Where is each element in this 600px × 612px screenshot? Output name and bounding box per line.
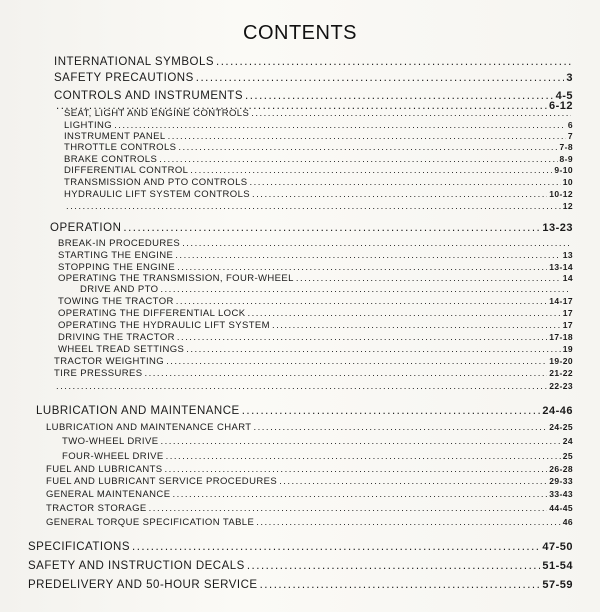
toc-entry-label: DRIVE AND PTO	[80, 284, 159, 295]
toc-entry	[54, 56, 573, 68]
toc-entry-label: HYDRAULIC LIFT SYSTEM CONTROLS	[64, 189, 251, 200]
toc-entry	[54, 72, 573, 84]
toc-entry-label: TWO-WHEEL DRIVE	[62, 436, 159, 447]
toc-entry-label: FUEL AND LUBRICANT SERVICE PROCEDURES	[46, 476, 278, 487]
toc-entry-page: 24-25	[549, 422, 573, 432]
toc-leader-dots	[247, 308, 560, 319]
toc-entry-label: STARTING THE ENGINE	[58, 250, 174, 261]
toc-entry-label: OPERATING THE DIFFERENTIAL LOCK	[58, 308, 246, 319]
toc-entry-label: LUBRICATION AND MAINTENANCE CHART	[46, 422, 252, 433]
toc-entry-label: TIRE PRESSURES	[54, 368, 143, 379]
toc-leader-dots	[160, 284, 571, 295]
toc-leader-dots	[296, 273, 561, 284]
toc-entry-label: GENERAL MAINTENANCE	[46, 489, 171, 500]
toc-leader-dots	[177, 332, 547, 343]
toc-entry-page: 19	[562, 344, 573, 354]
toc-entry	[62, 436, 573, 447]
toc-leader-dots	[149, 503, 548, 514]
toc-entry	[46, 489, 573, 500]
toc-entry-label: SEAT, LIGHT AND ENGINE CONTROLS	[64, 108, 250, 119]
toc-entry	[46, 464, 573, 475]
toc-leader-dots	[123, 222, 540, 234]
toc-entry	[58, 273, 573, 284]
toc-entry-label: PREDELIVERY AND 50-HOUR SERVICE	[28, 579, 258, 591]
toc-leader-dots	[168, 131, 566, 142]
toc-entry-label: FUEL AND LUBRICANTS	[46, 464, 163, 475]
toc-entry	[46, 503, 573, 514]
toc-leader-dots	[247, 560, 541, 572]
toc-entry	[62, 451, 573, 462]
toc-entry-page: 13-14	[549, 262, 573, 272]
toc-entry-label: DIFFERENTIAL CONTROL	[64, 165, 189, 176]
toc-entry-page: 22-23	[549, 381, 573, 391]
toc-entry-label: TRACTOR STORAGE	[46, 503, 147, 514]
toc-entry-page: 26-28	[549, 464, 573, 474]
toc-entry	[64, 142, 573, 153]
toc-leader-dots	[242, 405, 541, 417]
toc-entry-page: 12	[562, 201, 573, 211]
toc-leader-dots	[272, 320, 561, 331]
toc-entry-page: 51-54	[542, 560, 573, 572]
toc-entry-page: 24	[562, 436, 573, 446]
toc-entry	[64, 120, 573, 131]
toc-leader-dots	[251, 108, 571, 119]
toc-entry	[58, 308, 573, 319]
toc-leader-dots	[256, 517, 561, 528]
toc-entry	[46, 476, 573, 487]
toc-entry	[64, 165, 573, 176]
toc-entry-page: 13	[562, 250, 573, 260]
toc-entry-label: SPECIFICATIONS	[28, 541, 130, 553]
toc-entry	[58, 238, 573, 249]
toc-entry	[64, 131, 573, 142]
toc-entry	[28, 579, 573, 591]
toc-leader-dots	[254, 422, 548, 433]
toc-entry-label: OPERATING THE TRANSMISSION, FOUR-WHEEL	[58, 273, 294, 284]
toc-leader-dots	[279, 476, 547, 487]
toc-entry	[58, 250, 573, 261]
page-title: CONTENTS	[243, 22, 357, 44]
toc-entry-page: 6	[567, 120, 573, 130]
toc-entry	[58, 296, 573, 307]
toc-entry	[80, 284, 573, 295]
toc-entry-page: 29-33	[549, 476, 573, 486]
toc-leader-dots	[190, 165, 552, 176]
toc-entry-label: GENERAL TORQUE SPECIFICATION TABLE	[46, 517, 255, 528]
toc-entry-label: CONTROLS AND INSTRUMENTS	[54, 90, 243, 102]
toc-leader-dots	[178, 142, 557, 153]
toc-entry-page: 13-23	[542, 222, 573, 234]
toc-entry	[64, 154, 573, 165]
toc-entry	[28, 560, 573, 572]
toc-entry-label: TOWING THE TRACTOR	[58, 296, 174, 307]
toc-entry-label: SAFETY PRECAUTIONS	[54, 72, 194, 84]
toc-entry	[58, 344, 573, 355]
toc-entry-page: 7	[567, 131, 573, 141]
toc-entry-label: OPERATION	[50, 222, 122, 234]
toc-leader-dots	[216, 56, 571, 68]
toc-entry-page: 44-45	[549, 503, 573, 513]
toc-entry	[58, 262, 573, 273]
toc-leader-dots	[252, 189, 547, 200]
toc-entry-label: TRACTOR WEIGHTING	[54, 356, 165, 367]
toc-entry-page: 19-20	[549, 356, 573, 366]
toc-leader-dots	[165, 464, 548, 475]
toc-entry-label: TRANSMISSION AND PTO CONTROLS	[64, 177, 248, 188]
toc-leader-dots	[175, 250, 560, 261]
toc-leader-dots	[250, 177, 561, 188]
toc-entry	[46, 422, 573, 433]
toc-entry-label: FOUR-WHEEL DRIVE	[62, 451, 164, 462]
toc-leader-dots	[114, 120, 566, 131]
toc-entry-label: LUBRICATION AND MAINTENANCE	[36, 405, 240, 417]
toc-entry	[36, 405, 573, 417]
toc-entry-label: DRIVING THE TRACTOR	[58, 332, 175, 343]
toc-entry-page: 6-12	[548, 100, 573, 112]
toc-entry	[64, 201, 573, 212]
toc-entry-label: LIGHTING	[64, 120, 113, 131]
toc-entry-page: 47-50	[542, 541, 573, 553]
toc-entry-label: BRAKE CONTROLS	[64, 154, 158, 165]
toc-entry	[54, 368, 573, 379]
toc-entry	[64, 177, 573, 188]
toc-entry-page: 21-22	[549, 368, 573, 378]
toc-entry-page: 33-43	[549, 489, 573, 499]
toc-entry	[54, 381, 573, 392]
toc-entry	[58, 320, 573, 331]
toc-leader-dots	[66, 201, 561, 212]
toc-leader-dots	[166, 451, 561, 462]
toc-leader-dots	[166, 356, 547, 367]
toc-leader-dots	[186, 344, 560, 355]
toc-leader-dots	[172, 489, 547, 500]
toc-entry	[54, 356, 573, 367]
toc-entry-label: INSTRUMENT PANEL	[64, 131, 166, 142]
toc-entry	[28, 541, 573, 553]
toc-entry-page: 14	[562, 273, 573, 283]
toc-leader-dots	[132, 541, 540, 553]
toc-entry-page: 17	[562, 320, 573, 330]
toc-leader-dots	[56, 381, 547, 392]
toc-entry-label: SAFETY AND INSTRUCTION DECALS	[28, 560, 245, 572]
toc-leader-dots	[260, 579, 541, 591]
toc-entry-label: STOPPING THE ENGINE	[58, 262, 176, 273]
toc-leader-dots	[182, 238, 571, 249]
toc-leader-dots	[177, 262, 547, 273]
toc-entry-page: 24-46	[542, 405, 573, 417]
toc-entry-page: 17	[562, 308, 573, 318]
toc-entry-page: 8-9	[559, 154, 573, 164]
toc-entry-label: THROTTLE CONTROLS	[64, 142, 177, 153]
toc-entry-page: 10	[562, 177, 573, 187]
toc-entry-label: WHEEL TREAD SETTINGS	[58, 344, 185, 355]
toc-entry-label: INTERNATIONAL SYMBOLS	[54, 56, 215, 68]
toc-entry-page: 57-59	[542, 579, 573, 591]
toc-entry-page: 14-17	[549, 296, 573, 306]
toc-leader-dots	[160, 436, 560, 447]
toc-entry	[64, 189, 573, 200]
toc-entry	[46, 517, 573, 528]
toc-entry-page: 25	[562, 451, 573, 461]
toc-leader-dots	[196, 72, 565, 84]
toc-entry	[58, 332, 573, 343]
toc-leader-dots	[144, 368, 547, 379]
toc-entry-label: BREAK-IN PROCEDURES	[58, 238, 181, 249]
toc-leader-dots	[159, 154, 557, 165]
toc-entry-page: 17-18	[549, 332, 573, 342]
toc-entry-page: 46	[562, 517, 573, 527]
toc-entry-page: 7-8	[559, 142, 573, 152]
toc-entry	[50, 222, 573, 234]
toc-leader-dots	[176, 296, 547, 307]
toc-entry-page: 10-12	[549, 189, 573, 199]
toc-entry-page: 4-5	[555, 90, 573, 102]
toc-entry-page: 9-10	[554, 165, 573, 175]
toc-entry-page: 3	[566, 72, 573, 84]
toc-entry-label: OPERATING THE HYDRAULIC LIFT SYSTEM	[58, 320, 270, 331]
toc-entry	[64, 108, 573, 119]
